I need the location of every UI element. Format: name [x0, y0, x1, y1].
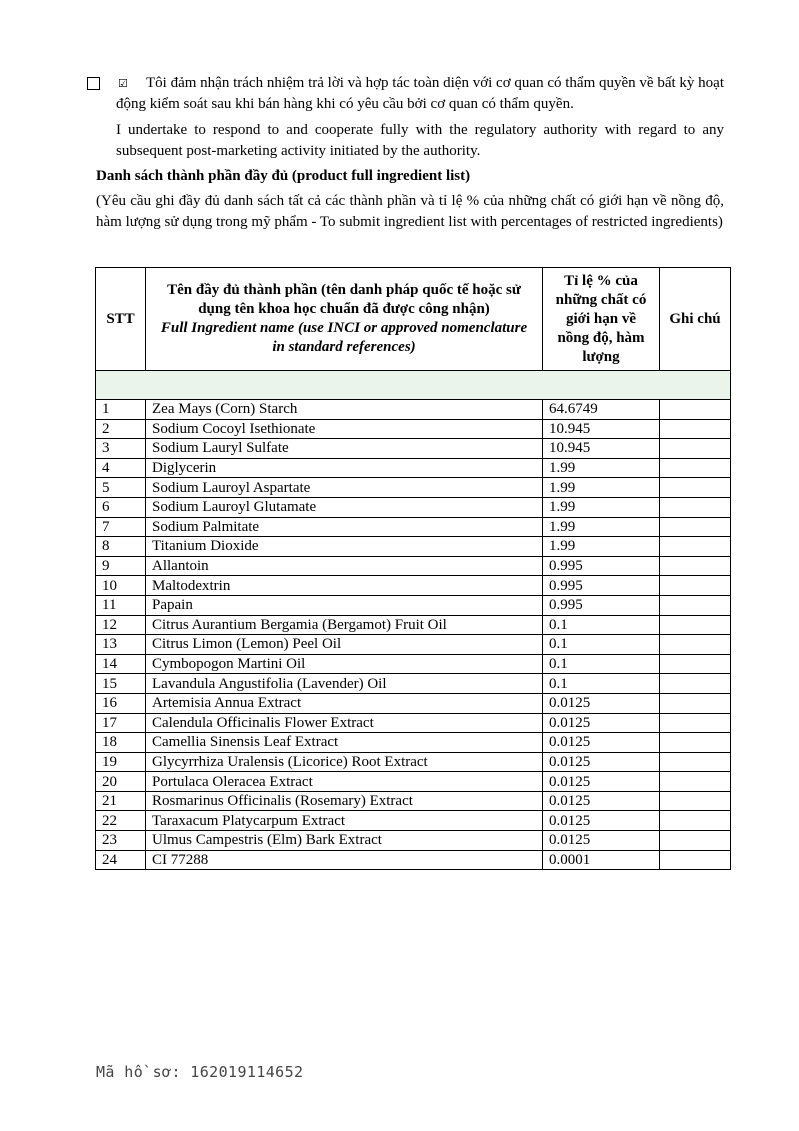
cell-percentage: 0.0125 [543, 733, 660, 753]
table-row [96, 458, 731, 478]
cell-notes [660, 811, 731, 831]
cell-notes [660, 831, 731, 851]
table-row [96, 752, 731, 772]
cell-percentage: 1.99 [543, 478, 660, 498]
cell-percentage: 1.99 [543, 497, 660, 517]
table-row [96, 497, 731, 517]
cell-ingredient-name: Titanium Dioxide [146, 537, 543, 557]
cell-stt: 13 [96, 635, 146, 655]
table-row [96, 733, 731, 753]
cell-notes [660, 400, 731, 420]
cell-stt: 4 [96, 458, 146, 478]
cell-stt: 15 [96, 674, 146, 694]
cell-ingredient-name: Sodium Cocoyl Isethionate [146, 419, 543, 439]
table-spacer-row [96, 371, 731, 400]
table-row [96, 439, 731, 459]
table-row [96, 654, 731, 674]
cell-ingredient-name: Diglycerin [146, 458, 543, 478]
cell-stt: 3 [96, 439, 146, 459]
cell-percentage: 0.1 [543, 674, 660, 694]
commitment-vietnamese-text: Tôi đảm nhận trách nhiệm trả lời và hợp tác toàn diện với cơ quan có thẩm quyền về bất kỳ hoạt động kiểm soát sau khi bán hàng khi có yêu cầu bởi cơ quan có thẩm quyền. [116, 75, 724, 112]
table-row [96, 674, 731, 694]
cell-notes [660, 458, 731, 478]
cell-stt: 20 [96, 772, 146, 792]
table-header-row [96, 268, 731, 371]
cell-notes [660, 615, 731, 635]
header-name-en: Full Ingredient name (use INCI or approved nomenclature in standard references) [160, 320, 528, 355]
cell-stt: 7 [96, 517, 146, 537]
table-row [96, 400, 731, 420]
cell-ingredient-name: Calendula Officinalis Flower Extract [146, 713, 543, 733]
cell-percentage: 1.99 [543, 517, 660, 537]
cell-ingredient-name: Lavandula Angustifolia (Lavender) Oil [146, 674, 543, 694]
section-heading: Danh sách thành phần đầy đủ (product full ingredient list) [96, 168, 471, 184]
cell-ingredient-name: Papain [146, 595, 543, 615]
cell-notes [660, 674, 731, 694]
cell-percentage: 0.0125 [543, 752, 660, 772]
cell-ingredient-name: Allantoin [146, 556, 543, 576]
cell-ingredient-name: Portulaca Oleracea Extract [146, 772, 543, 792]
commitment-english: I undertake to respond to and cooperate fully with the regulatory authority with regard to any subsequent post-marketing activity initiated by the authority. [116, 122, 724, 159]
cell-stt: 14 [96, 654, 146, 674]
cell-stt: 17 [96, 713, 146, 733]
cell-stt: 19 [96, 752, 146, 772]
table-row [96, 537, 731, 557]
cell-stt: 2 [96, 419, 146, 439]
cell-ingredient-name: Rosmarinus Officinalis (Rosemary) Extract [146, 791, 543, 811]
cell-stt: 8 [96, 537, 146, 557]
cell-notes [660, 713, 731, 733]
cell-percentage: 0.0125 [543, 811, 660, 831]
cell-ingredient-name: Sodium Lauroyl Glutamate [146, 497, 543, 517]
cell-stt: 5 [96, 478, 146, 498]
cell-ingredient-name: Ulmus Campestris (Elm) Bark Extract [146, 831, 543, 851]
table-row [96, 850, 731, 870]
header-percentage: Tỉ lệ % của những chất có giới hạn về nồng độ, hàm lượng [543, 268, 660, 371]
cell-notes [660, 693, 731, 713]
cell-stt: 12 [96, 615, 146, 635]
cell-notes [660, 635, 731, 655]
cell-notes [660, 733, 731, 753]
header-stt: STT [96, 268, 146, 371]
cell-notes [660, 772, 731, 792]
cell-notes [660, 576, 731, 596]
cell-notes [660, 439, 731, 459]
cell-notes [660, 537, 731, 557]
cell-ingredient-name: Glycyrrhiza Uralensis (Licorice) Root Extract [146, 752, 543, 772]
table-row [96, 791, 731, 811]
cell-notes [660, 654, 731, 674]
cell-percentage: 0.0001 [543, 850, 660, 870]
table-row [96, 419, 731, 439]
cell-notes [660, 752, 731, 772]
header-name-vi: Tên đầy đủ thành phần (tên danh pháp quốc tế hoặc sử dụng tên khoa học chuẩn đã được công nhận) [167, 282, 521, 317]
cell-notes [660, 517, 731, 537]
cell-stt: 24 [96, 850, 146, 870]
cell-ingredient-name: Citrus Aurantium Bergamia (Bergamot) Fruit Oil [146, 615, 543, 635]
ingredient-table [95, 267, 731, 870]
cell-stt: 21 [96, 791, 146, 811]
cell-percentage: 0.995 [543, 576, 660, 596]
table-row [96, 831, 731, 851]
cell-stt: 1 [96, 400, 146, 420]
cell-percentage: 0.0125 [543, 831, 660, 851]
cell-notes [660, 556, 731, 576]
cell-percentage: 10.945 [543, 439, 660, 459]
cell-stt: 22 [96, 811, 146, 831]
table-row [96, 772, 731, 792]
cell-percentage: 0.0125 [543, 693, 660, 713]
cell-percentage: 0.995 [543, 595, 660, 615]
cell-percentage: 0.0125 [543, 772, 660, 792]
cell-notes [660, 595, 731, 615]
cell-notes [660, 419, 731, 439]
cell-ingredient-name: Sodium Lauryl Sulfate [146, 439, 543, 459]
table-row [96, 556, 731, 576]
cell-percentage: 0.1 [543, 654, 660, 674]
commitment-vietnamese [116, 73, 724, 115]
cell-percentage: 0.1 [543, 615, 660, 635]
cell-percentage: 0.0125 [543, 791, 660, 811]
cell-ingredient-name: Camellia Sinensis Leaf Extract [146, 733, 543, 753]
cell-ingredient-name: Zea Mays (Corn) Starch [146, 400, 543, 420]
table-row [96, 478, 731, 498]
table-row [96, 693, 731, 713]
cell-percentage: 1.99 [543, 537, 660, 557]
table-row [96, 811, 731, 831]
cell-ingredient-name: Sodium Lauroyl Aspartate [146, 478, 543, 498]
cell-notes [660, 850, 731, 870]
cell-ingredient-name: Artemisia Annua Extract [146, 693, 543, 713]
cell-ingredient-name: Cymbopogon Martini Oil [146, 654, 543, 674]
cell-stt: 10 [96, 576, 146, 596]
cell-percentage: 64.6749 [543, 400, 660, 420]
table-row [96, 576, 731, 596]
header-ingredient-name [146, 268, 543, 371]
cell-stt: 18 [96, 733, 146, 753]
cell-notes [660, 791, 731, 811]
table-row [96, 713, 731, 733]
cell-stt: 16 [96, 693, 146, 713]
table-row [96, 595, 731, 615]
section-note: (Yêu cầu ghi đầy đủ danh sách tất cả các thành phần và tỉ lệ % của những chất có giới hạn về nồng độ, hàm lượng sử dụng trong mỹ phẩm - To submit ingredient list with percentages of restricted ingredients) [96, 193, 724, 230]
cell-percentage: 1.99 [543, 458, 660, 478]
cell-ingredient-name: CI 77288 [146, 850, 543, 870]
table-row [96, 635, 731, 655]
cell-stt: 23 [96, 831, 146, 851]
cell-notes [660, 497, 731, 517]
cell-ingredient-name: Maltodextrin [146, 576, 543, 596]
header-notes: Ghi chú [660, 268, 731, 371]
cell-percentage: 10.945 [543, 419, 660, 439]
table-row [96, 615, 731, 635]
cell-stt: 11 [96, 595, 146, 615]
cell-stt: 6 [96, 497, 146, 517]
cell-percentage: 0.1 [543, 635, 660, 655]
cell-percentage: 0.995 [543, 556, 660, 576]
cell-ingredient-name: Sodium Palmitate [146, 517, 543, 537]
dossier-number: Mã hồ sơ: 162019114652 [96, 1063, 304, 1081]
cell-ingredient-name: Citrus Limon (Lemon) Peel Oil [146, 635, 543, 655]
cell-percentage: 0.0125 [543, 713, 660, 733]
cell-ingredient-name: Taraxacum Platycarpum Extract [146, 811, 543, 831]
table-row [96, 517, 731, 537]
cell-stt: 9 [96, 556, 146, 576]
checked-checkbox-icon: ☑ [87, 77, 100, 90]
cell-notes [660, 478, 731, 498]
